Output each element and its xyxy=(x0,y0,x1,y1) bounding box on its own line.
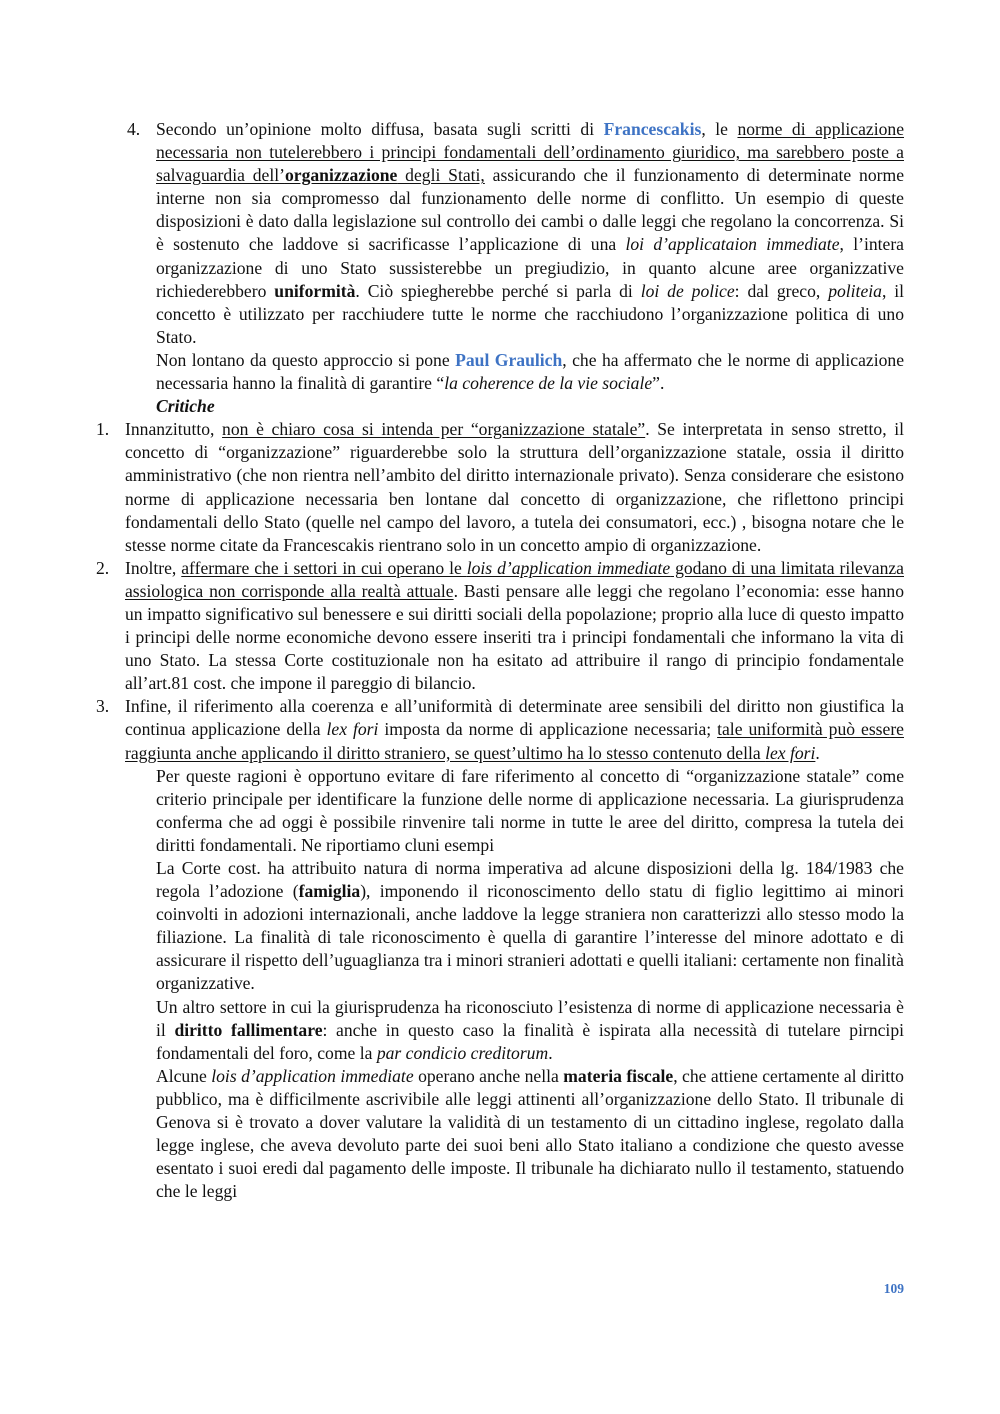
author-name-francescakis: Francescakis xyxy=(603,119,702,139)
list-item-critica-1 xyxy=(96,418,904,557)
list-number: 2. xyxy=(96,557,110,578)
list-item-critica-2 xyxy=(96,557,904,696)
list-number: 4. xyxy=(127,119,141,139)
section-heading-critiche: Critiche xyxy=(156,396,215,417)
paragraph-fallimentare: Un altro settore in cui la giurisprudenza ha riconosciuto l’esistenza di norme di applicazione necessaria è il diritto fallimentare: anche in questo caso la finalità è ispirata alla necessità di tutelare pirncipi fondamentali del foro, come la par condicio creditorum. xyxy=(156,996,904,1063)
list-item-critica-3 xyxy=(96,695,904,764)
paragraph: Inoltre, affermare che i settori in cui operano le lois d’application immediate godano di una limitata rilevanza assiologica non corrisponde alla realtà attuale. Basti pensare alle leggi che regolano l’economia: esse hanno un impatto significativo sul benessere e sui diritti sociali della popolazione; proprio alla luce di questo impatto i principi delle norme economiche devono essere inseriti tra i principi fondamentali che informano la vita di uno Stato. La stessa Corte costituzionale non ha esitato ad attribuire il rango di principio fondamentale all’art.81 cost. che impone il pareggio di bilancio. xyxy=(125,557,904,694)
paragraph: Secondo un’opinione molto diffusa, basata sugli scritti di Francescakis, le norme di applicazione necessaria non tutelerebbero i principi fondamentali dell’ordinamento giuridico, ma sarebbero poste a salvaguardia dell’organizzazione degli Stati, assicurando che il funzionamento di determinate norme interne non sia compromesso dal funzionamento delle norme di conflitto. Un esempio di queste disposizioni è dato dalla legislazione sul controllo dei cambi o dalle leggi che regolano la concorrenza. Si è sostenuto che laddove si sacrificasse l’applicazione di una loi d’applicataion immediate, l’intera organizzazione di uno Stato sussisterebbe un pregiudizio, in quanto alcune aree organizzative richiederebbero uniformità. Ciò spiegherebbe perché si parla di loi de police: dal greco, politeia, il concetto è utilizzato per racchiudere tutte le norme che racchiudono l’organizzazione politica di uno Stato. xyxy=(156,119,905,347)
paragraph-ragioni: Per queste ragioni è opportuno evitare di fare riferimento al concetto di “organizzazione statale” come criterio principale per identificare la funzione delle norme di applicazione necessaria. La giurisprudenza conferma che ad oggi è possibile rinvenire tali norme in tutte le aree del diritto, compresa la tutela dei diritti fondamentali. Ne riportiamo cluni esempi xyxy=(156,765,904,855)
list-item-4 xyxy=(127,118,904,395)
paragraph: Infine, il riferimento alla coerenza e all’uniformità di determinate aree sensibili del diritto non giustifica la continua applicazione della lex fori imposta da norme di applicazione necessaria; tale uniformità può essere raggiunta anche applicando il diritto straniero, se quest’ultimo ha lo stesso contenuto della lex fori. xyxy=(125,696,904,763)
paragraph: Innanzitutto, non è chiaro cosa si intenda per “organizzazione statale”. Se interpretata in senso stretto, il concetto di “organizzazione” riguarderebbe solo la struttura dell’organizzazione statale, ossia il diritto amministrativo (che non rientra nell’ambito del diritto internazionale privato). Senza considerare che esistono norme di applicazione necessaria ben lontane dal concetto di organizzazione, che riflettono principi fondamentali dello Stato (quelle nel campo del lavoro, a tutela dei consumatori, ecc.) , bisogna notare che le stesse norme citate da Francescakis rientrano solo in un concetto ampio di organizzazione. xyxy=(125,419,904,555)
page-number: 109 xyxy=(883,1281,904,1296)
paragraph-famiglia: La Corte cost. ha attribuito natura di norma imperativa ad alcune disposizioni della lg. 184/1983 che regola l’adozione (famiglia), imponendo il riconoscimento dello statu di figlio legittimo ai minori coinvolti in adozioni internazionali, anche laddove la legge straniera non caratterizzi allo stesso modo la filiazione. La finalità di tale riconoscimento è quella di garantire l’interesse del minore adottato e di assicurare il rispetto dell’uguaglianza tra i minori stranieri adottati e quelli italiani: certamente non finalità organizzative. xyxy=(156,858,904,994)
list-number: 1. xyxy=(96,419,110,440)
paragraph: Non lontano da questo approccio si pone Paul Graulich, che ha affermato che le norme di applicazione necessaria hanno la finalità di garantire “la coherence de la vie sociale”. xyxy=(156,349,904,394)
list-number: 3. xyxy=(96,696,110,717)
underlined-statement: norme di applicazione necessaria non tutelerebbero i principi fondamentali dell’ordinamento giuridico, ma sarebbero poste a salvaguardia dell’organizzazione degli Stati, xyxy=(156,119,904,186)
text-column xyxy=(96,118,904,1203)
author-name-graulich: Paul Graulich xyxy=(455,349,563,370)
paragraph-fiscale: Alcune lois d’application immediate operano anche nella materia fiscale, che attiene certamente al diritto pubblico, ma è difficilmente ascrivibile alle leggi attinenti all’organizzazione dello Stato. Il tribunale di Genova si è trovato a dover valutare la validità di un testamento di un cittadino inglese, regolato dalla legge inglese, che aveva devoluto parte dei suoi beni allo Stato italiano a condizione che questo avesse esentato i suoi eredi dal pagamento delle imposte. Il tribunale ha dichiarato nullo il testamento, statuendo che le leggi xyxy=(156,1065,904,1202)
